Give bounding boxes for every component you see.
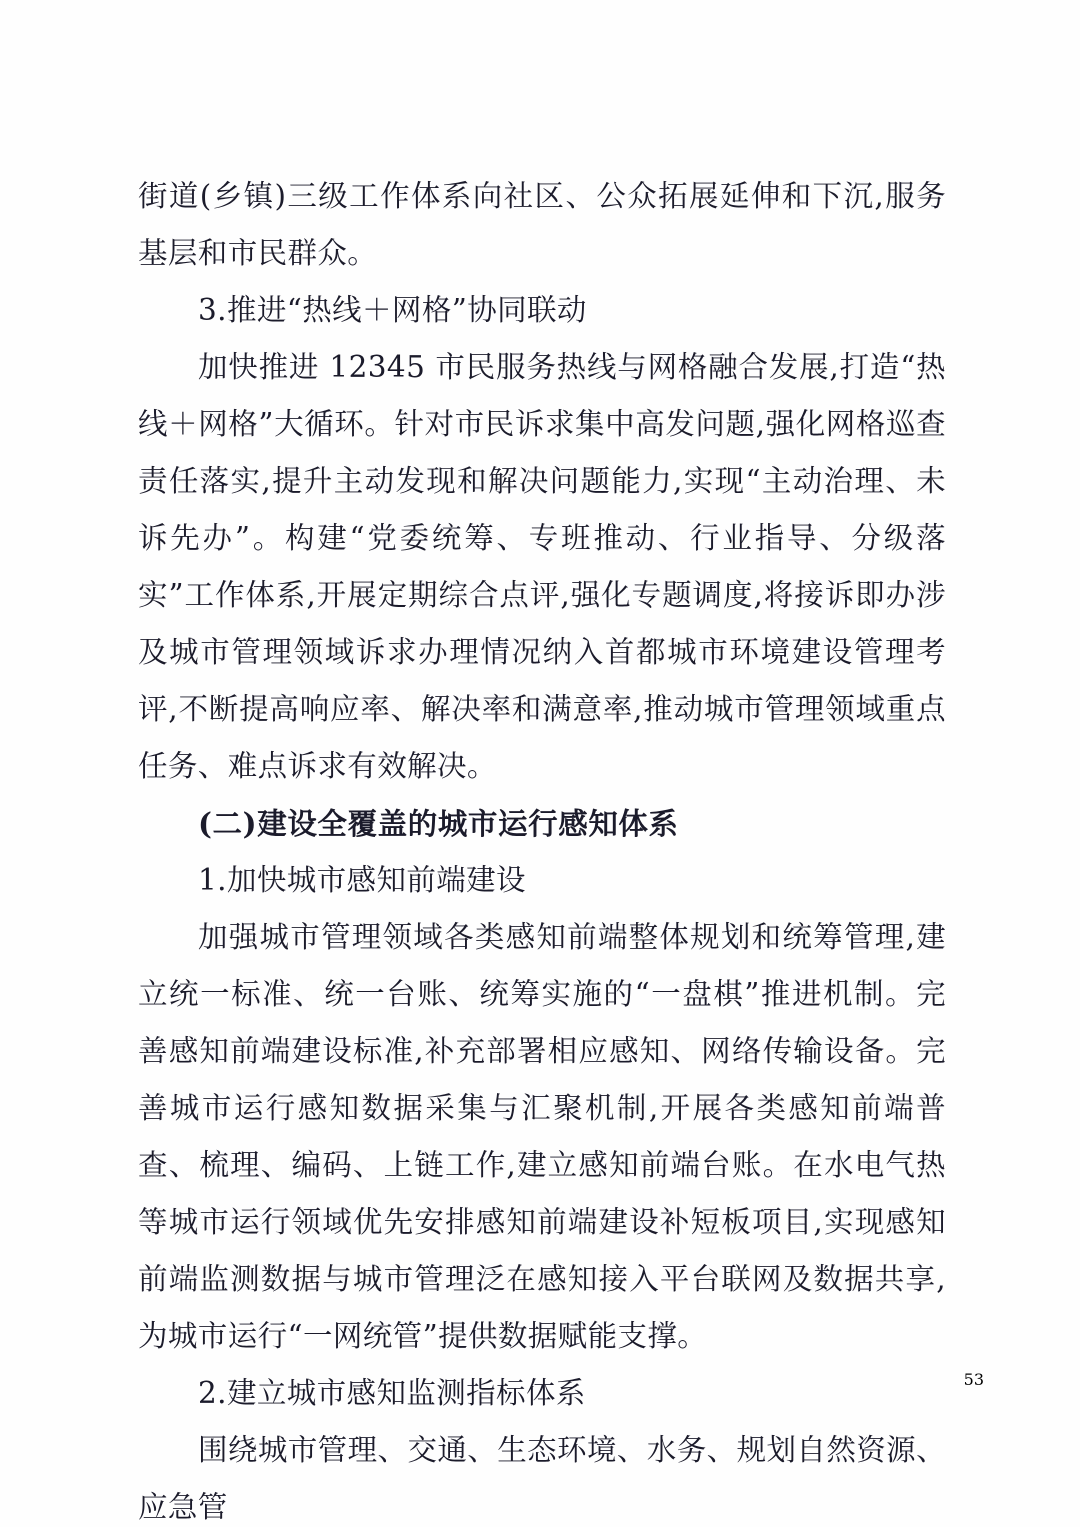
subheading-2-monitoring-index: 2.建立城市感知监测指标体系 [198, 1376, 586, 1410]
page-number: 53 [963, 1370, 984, 1389]
subheading-1-sensing-frontend: 1.加快城市感知前端建设 [198, 863, 526, 897]
subheading-3-hotline-grid: 3.推进“热线＋网格”协同联动 [198, 293, 587, 327]
paragraph-sensing-frontend-body: 加强城市管理领域各类感知前端整体规划和统筹管理,建立统一标准、统一台账、统筹实施的“一盘棋”推进机制。完善感知前端建设标准,补充部署相应感知、网络传输设备。完善城市运行感知数据采集与汇聚机制,开展各类感知前端普查、梳理、编码、上链工作,建立感知前端台账。在水电气热等城市运行领域优先安排感知前端建设补短板项目,实现感知前端监测数据与城市管理泛在感知接入平台联网及数据共享,为城市运行“一网统管”提供数据赋能支撑。 [138, 920, 946, 1353]
paragraph-continuation: 街道(乡镇)三级工作体系向社区、公众拓展延伸和下沉,服务基层和市民群众。 [138, 179, 946, 270]
paragraph-monitoring-index-body: 围绕城市管理、交通、生态环境、水务、规划自然资源、应急管 [138, 1433, 946, 1524]
page-body-text [138, 168, 946, 1527]
paragraph-hotline-grid-body: 加快推进 12345 市民服务热线与网格融合发展,打造“热线＋网格”大循环。针对市民诉求集中高发问题,强化网格巡查责任落实,提升主动发现和解决问题能力,实现“主动治理、未诉先办”。构建“党委统筹、专班推动、行业指导、分级落实”工作体系,开展定期综合点评,强化专题调度,将接诉即办涉及城市管理领域诉求办理情况纳入首都城市环境建设管理考评,不断提高响应率、解决率和满意率,推动城市管理领域重点任务、难点诉求有效解决。 [138, 350, 946, 783]
heading-section-two: (二)建设全覆盖的城市运行感知体系 [198, 806, 679, 841]
page-footer [0, 1370, 1080, 1389]
